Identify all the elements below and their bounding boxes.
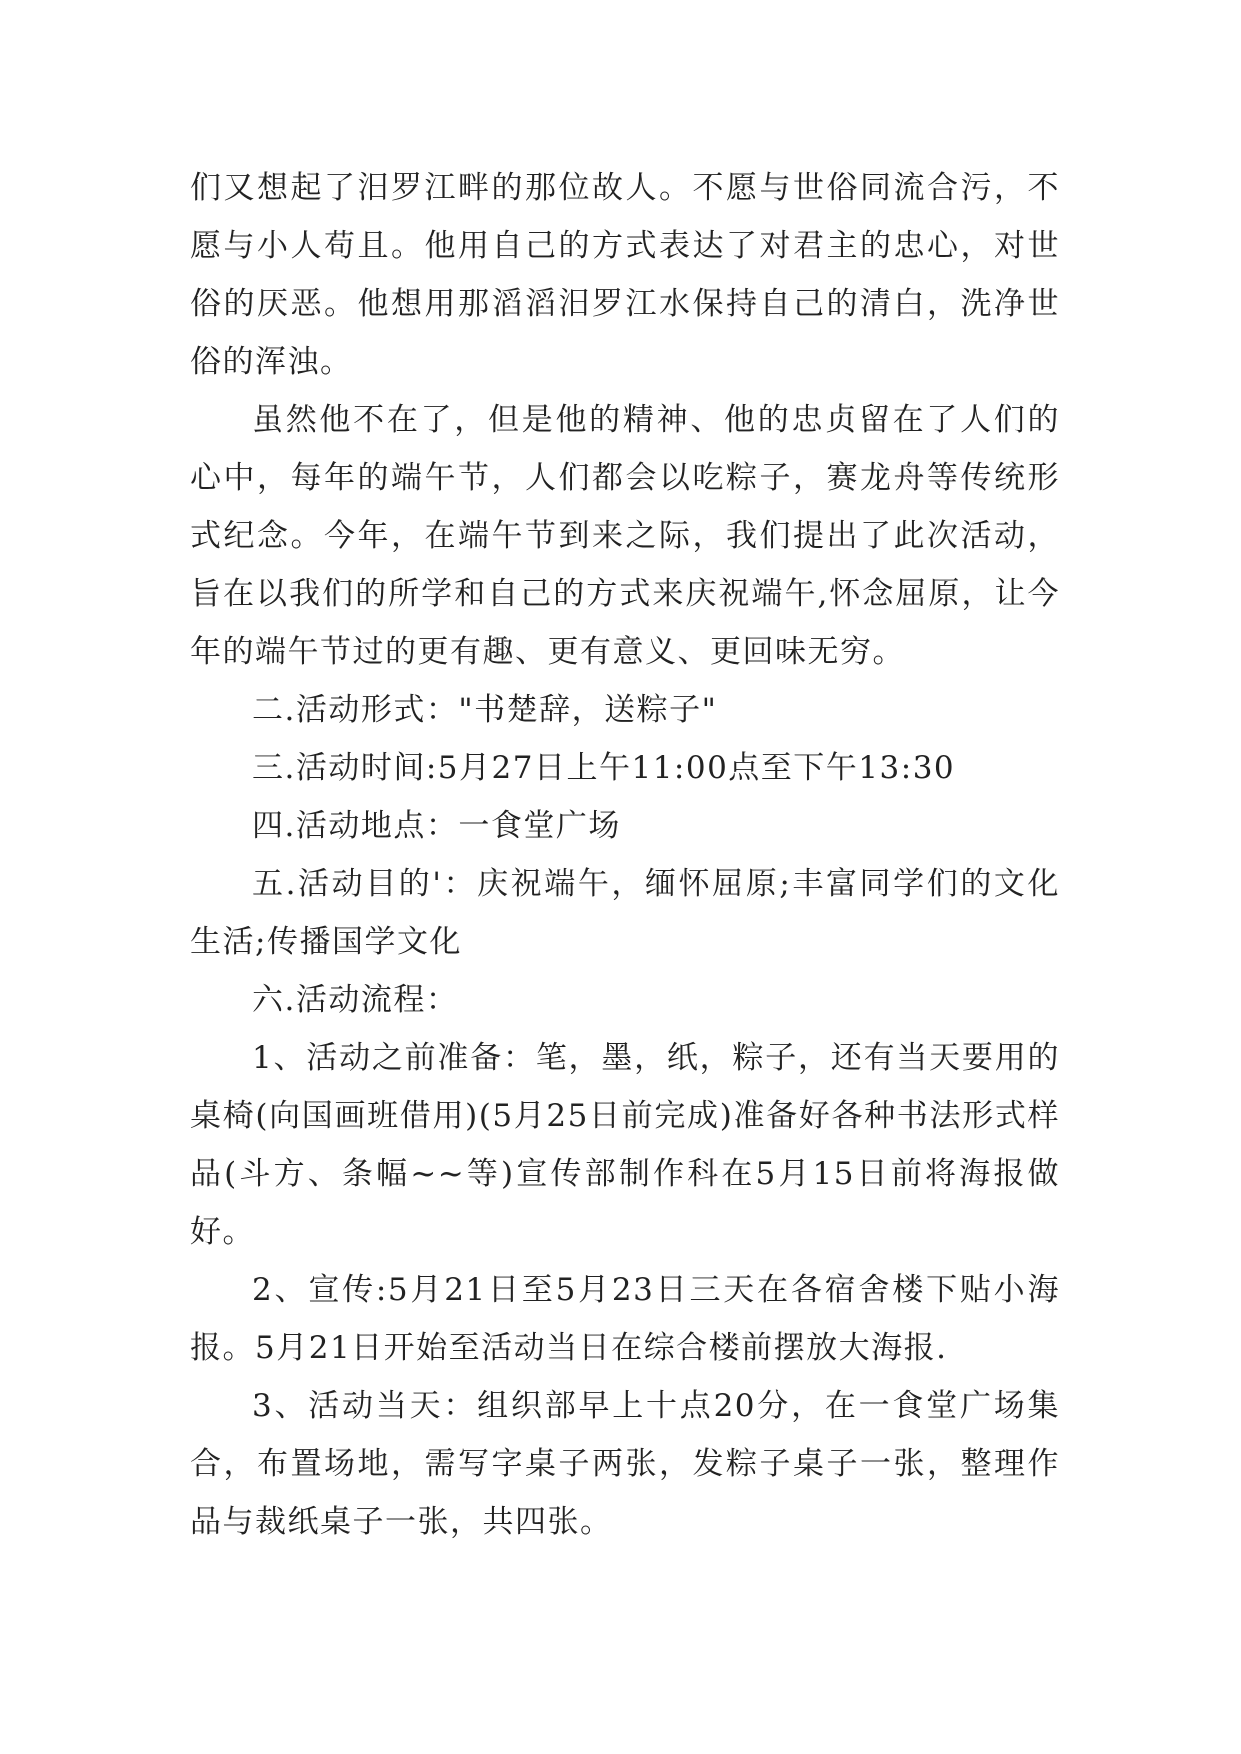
paragraph-activity-time: 三.活动时间:5月27日上午11:00点至下午13:30 [252, 750, 956, 786]
paragraph-activity-form: 二.活动形式："书楚辞，送粽子" [252, 692, 718, 728]
paragraph-activity-process-heading: 六.活动流程： [252, 982, 459, 1018]
paragraph-background: 虽然他不在了，但是他的精神、他的忠贞留在了人们的心中，每年的端午节，人们都会以吃粽子，赛龙舟等传统形式纪念。今年，在端午节到来之际，我们提出了此次活动，旨在以我们的所学和自己的方式来庆祝端午,怀念屈原，让今年的端午节过的更有趣、更有意义、更回味无穷。 [190, 402, 1060, 670]
paragraph-activity-location: 四.活动地点：一食堂广场 [252, 808, 621, 844]
paragraph-step-event-day: 3、活动当天：组织部早上十点20分，在一食堂广场集合，布置场地，需写字桌子两张，发粽子桌子一张，整理作品与裁纸桌子一张，共四张。 [190, 1388, 1060, 1540]
paragraph-intro-continuation: 们又想起了汨罗江畔的那位故人。不愿与世俗同流合污，不愿与小人苟且。他用自己的方式表达了对君主的忠心，对世俗的厌恶。他想用那滔滔汨罗江水保持自己的清白，洗净世俗的浑浊。 [190, 170, 1060, 380]
paragraph-step-publicity: 2、宣传:5月21日至5月23日三天在各宿舍楼下贴小海报。5月21日开始至活动当日在综合楼前摆放大海报. [190, 1272, 1060, 1366]
paragraph-step-preparation: 1、活动之前准备：笔，墨，纸，粽子，还有当天要用的桌椅(向国画班借用)(5月25日前完成)准备好各种书法形式样品(斗方、条幅~~等)宣传部制作科在5月15日前将海报做好。 [190, 1040, 1060, 1250]
paragraph-activity-purpose: 五.活动目的'：庆祝端午，缅怀屈原;丰富同学们的文化生活;传播国学文化 [190, 866, 1060, 960]
document-page [190, 159, 1060, 1551]
